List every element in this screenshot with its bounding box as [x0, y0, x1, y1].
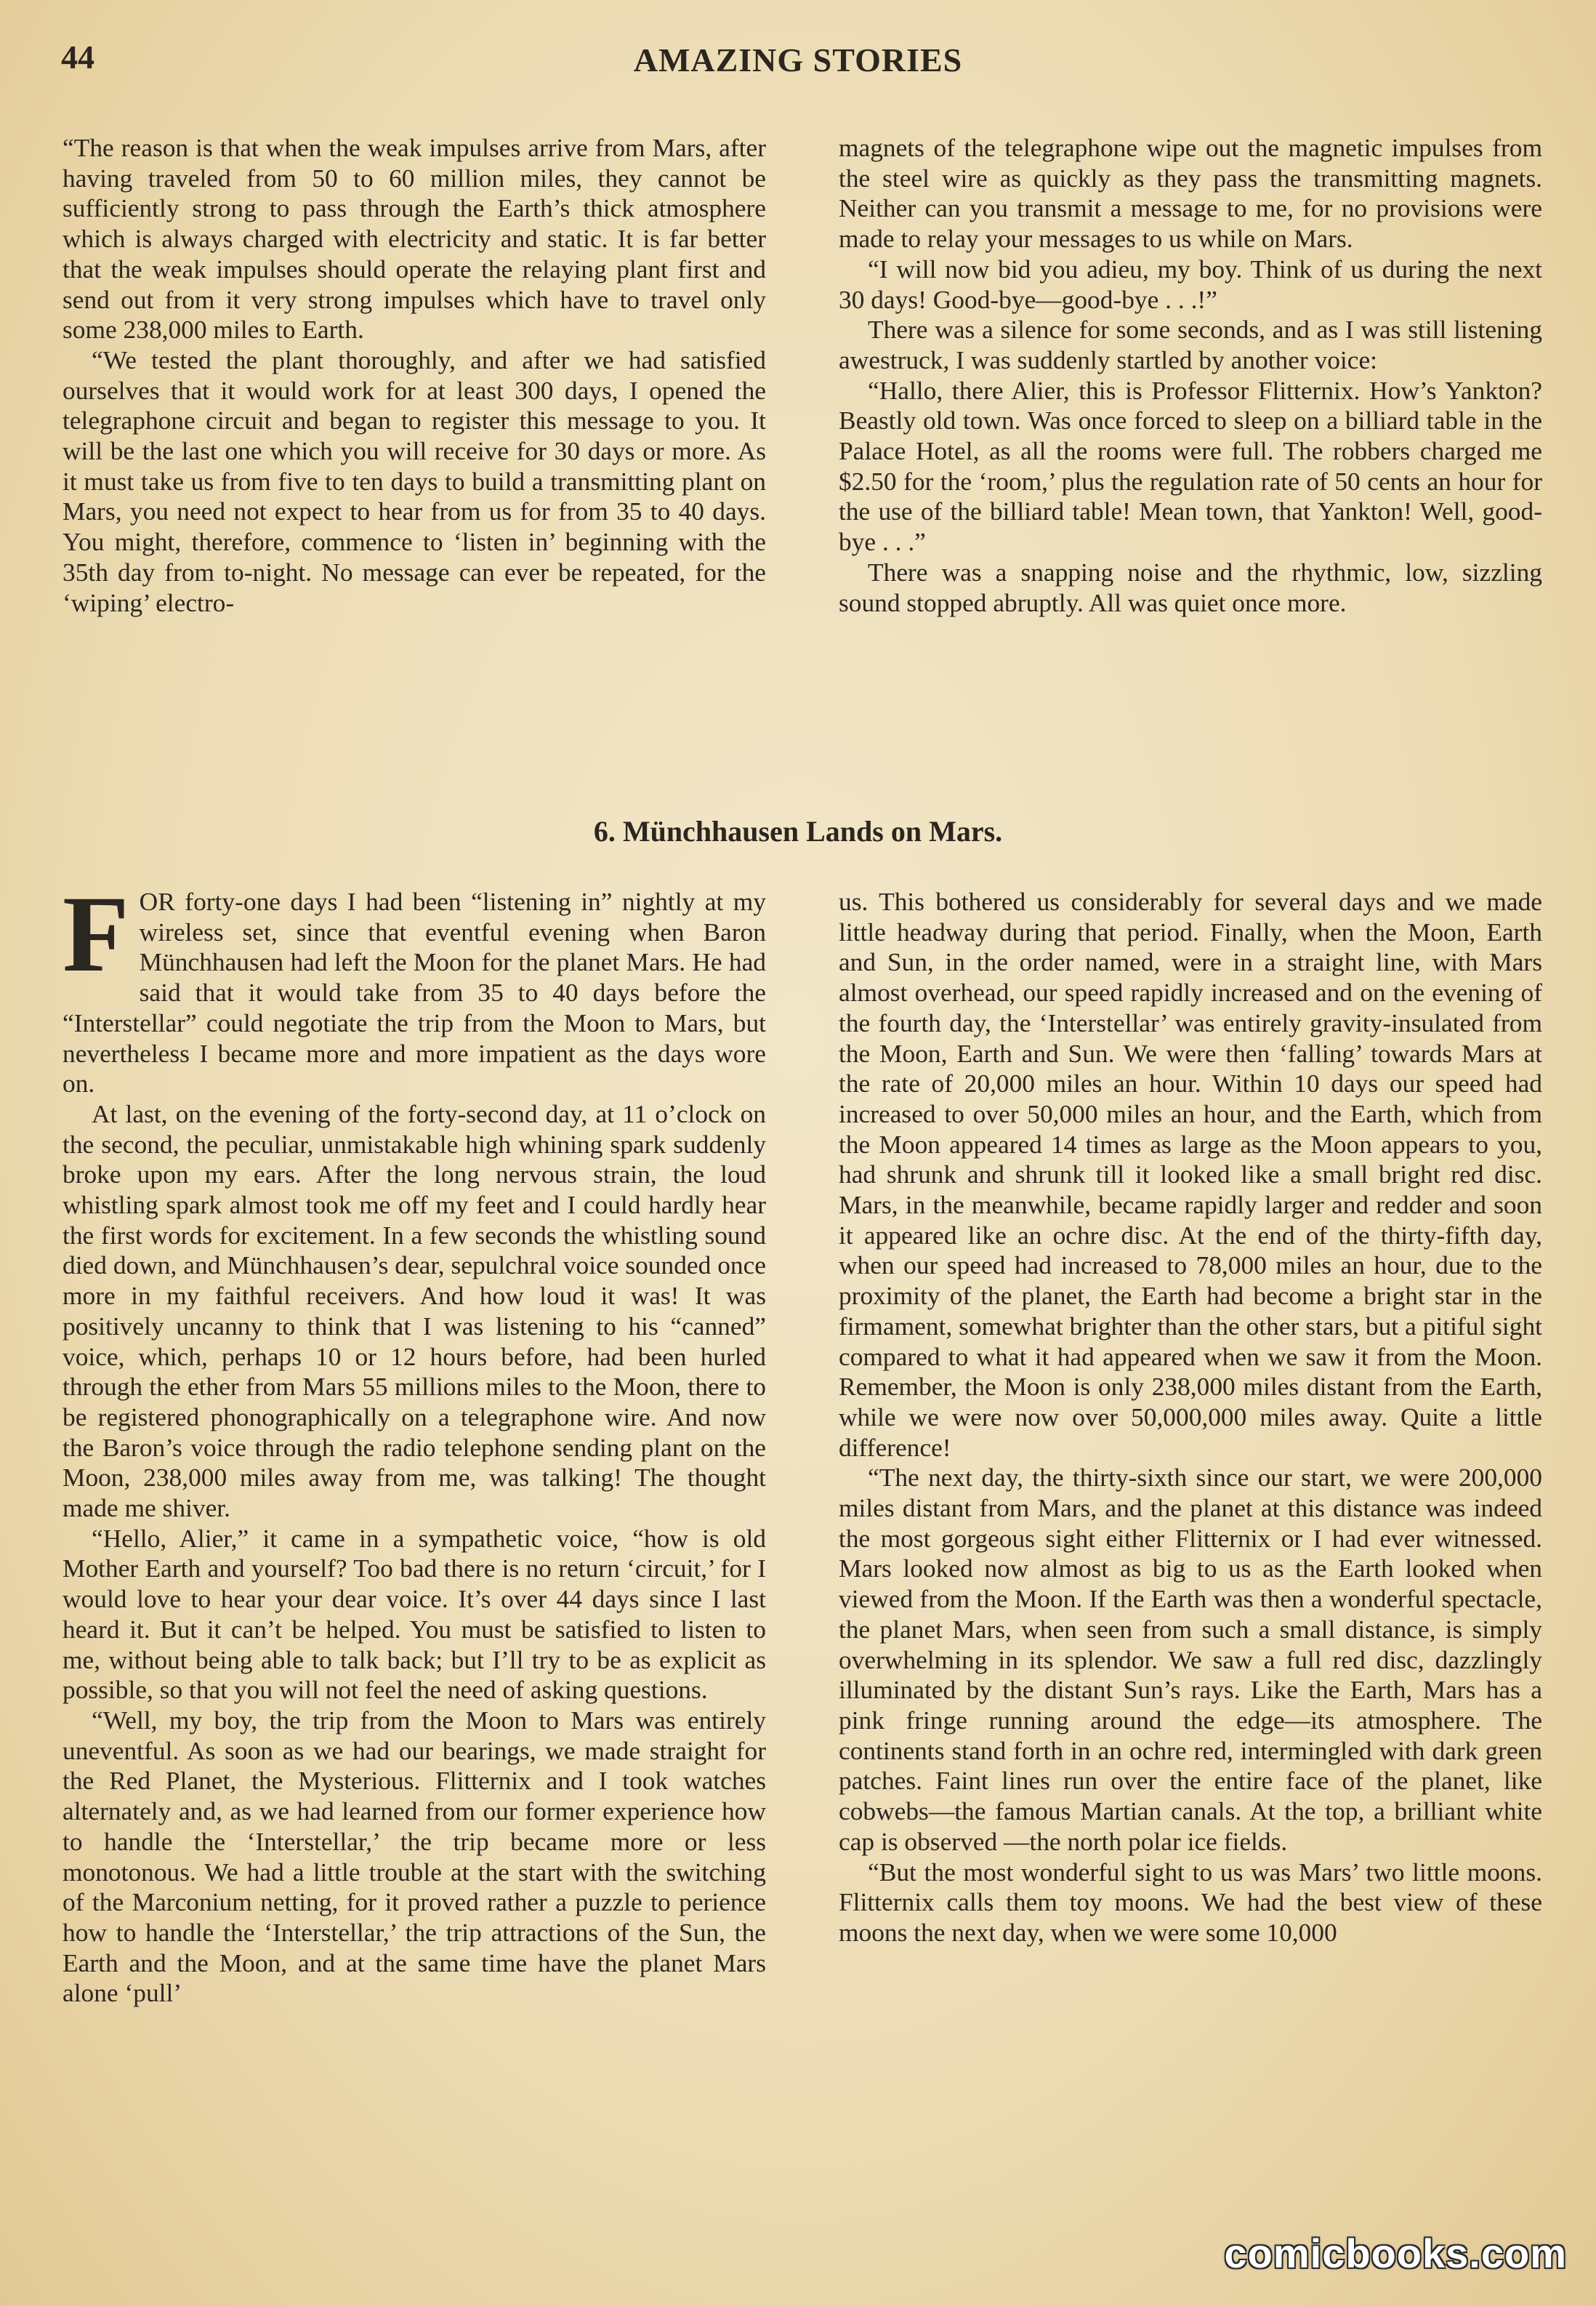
paragraph: “But the most wonderful sight to us was Mars’ two little moons. Flitternix calls them toy moons. We had the best view of these moons the next day, when we were some 10,000	[839, 1857, 1542, 1947]
paragraph: “Hallo, there Alier, this is Professor Flitternix. How’s Yankton? Beastly old town. Was once forced to sleep on a billiard table in the Palace Hotel, as all the rooms were full. The robbers charged me $2.50 for the ‘room,’ plus the regulation rate of 50 cents an hour for the use of the billiard table! Mean town, that Yankton! Well, good-bye . . .”	[839, 375, 1542, 557]
paragraph: There was a snapping noise and the rhythmic, low, sizzling sound stopped abruptly. All was quiet once more.	[839, 557, 1542, 617]
paragraph: “The reason is that when the weak impulses arrive from Mars, after having traveled from 50 to 60 million miles, they cannot be sufficiently strong to pass through the Earth’s thick atmosphere which is always charged with electricity and static. It is far better that the weak impulses should operate the relaying plant first and send out from it very strong impulses which have to travel only some 238,000 miles to Earth.	[63, 133, 766, 345]
column-bottom-right	[839, 887, 1542, 1948]
magazine-title: AMAZING STORIES	[633, 41, 963, 79]
paragraph: “Well, my boy, the trip from the Moon to Mars was entirely uneventful. As soon as we had our bearings, we made straight for the Red Planet, the Mysterious. Flitternix and I took watches alternately and, as we had learned from our former experience how to handle the ‘Interstellar,’ the trip became more or less monotonous. We had a little trouble at the start with the switching of the Marconium netting, for it proved rather a puzzle to perience how to handle the ‘Interstellar,’ the trip attractions of the Sun, the Earth and the Moon, and at the same time have the planet Mars alone ‘pull’	[63, 1705, 766, 2008]
drop-cap: F	[63, 874, 129, 995]
opening-paragraph	[63, 874, 766, 1099]
paragraph: “The next day, the thirty-sixth since our start, we were 200,000 miles distant from Mars, and the planet at this distance was indeed the most gorgeous sight either Flitternix or I had ever witnessed. Mars looked now almost as big to us as the Earth looked when viewed from the Moon. If the Earth was then a wonderful spectacle, the planet Mars, when seen from such a small distance, is simply overwhelming in its splendor. We saw a full red disc, dazzlingly illuminated by the distant Sun’s rays. Like the Earth, Mars has a pink fringe running around the edge—its atmosphere. The continents stand forth in an ochre red, intermingled with dark green patches. Faint lines run over the entire face of the planet, like cobwebs—the famous Martian canals. At the top, a brilliant white cap is observed —the north polar ice fields.	[839, 1463, 1542, 1856]
paragraph: “Hello, Alier,” it came in a sympathetic voice, “how is old Mother Earth and yourself? Too bad there is no return ‘circuit,’ for I would love to hear your dear voice. It’s over 44 days since I last heard it. But it can’t be helped. You must be satisfied to listen to me, without being able to talk back; but I’ll try to be as explicit as possible, so that you will not feel the need of asking questions.	[63, 1523, 766, 1705]
paragraph: magnets of the telegraphone wipe out the magnetic impulses from the steel wire as quickly as they pass the transmitting magnets. Neither can you transmit a message to me, for no provisions were made to relay your messages to us while on Mars.	[839, 133, 1542, 254]
paragraph: “I will now bid you adieu, my boy. Think of us during the next 30 days! Good-bye—good-bye . . .!”	[839, 254, 1542, 314]
column-bottom-left	[63, 874, 766, 2009]
column-top-right	[839, 133, 1542, 618]
column-top-left	[63, 133, 766, 618]
page-number: 44	[61, 39, 94, 76]
section-heading: 6. Münchhausen Lands on Mars.	[593, 815, 1003, 848]
paragraph: There was a silence for some seconds, and as I was still listening awestruck, I was suddenly startled by another voice:	[839, 315, 1542, 374]
paragraph: At last, on the evening of the forty-second day, at 11 o’clock on the second, the peculiar, unmistakable high whining spark suddenly broke upon my ears. After the long nervous strain, the loud whistling spark almost took me off my feet and I could hardly hear the first words for excitement. In a few seconds the whistling sound died down, and Münchhausen’s dear, sepulchral voice sounded once more in my faithful receivers. And how loud it was! It was positively uncanny to think that I was listening to his “canned” voice, which, perhaps 10 or 12 hours before, had been hurled through the ether from Mars 55 millions miles to the Moon, there to be registered phonographically on a telegraphone wire. And now the Baron’s voice through the radio telephone sending plant on the Moon, 238,000 miles away from me, was talking! The thought made me shiver.	[63, 1098, 766, 1523]
opening-text: OR forty-one days I had been “listening in” nightly at my wireless set, since that eventful evening when Baron Münchhausen had left the Moon for the planet Mars. He had said that it would take from 35 to 40 days before the “Interstellar” could negotiate the trip from the Moon to Mars, but nevertheless I became more and more impatient as the days wore on.	[63, 887, 766, 1098]
paragraph: “We tested the plant thoroughly, and after we had satisfied ourselves that it would work for at least 300 days, I opened the telegraphone circuit and began to register this message to you. It will be the last one which you will receive for 30 days or more. As it must take us from five to ten days to build a transmitting plant on Mars, you need not expect to hear from us for from 35 to 40 days. You might, therefore, commence to ‘listen in’ beginning with the 35th day from to-night. No message can ever be repeated, for the ‘wiping’ electro-	[63, 345, 766, 617]
paragraph: us. This bothered us considerably for several days and we made little headway during that period. Finally, when the Moon, Earth and Sun, in the order named, were in a straight line, with Mars almost overhead, our speed rapidly increased and on the evening of the fourth day, the ‘Interstellar’ was entirely gravity-insulated from the Moon, Earth and Sun. We were then ‘falling’ towards Mars at the rate of 20,000 miles an hour. Within 10 days our speed had increased to over 50,000 miles an hour, and the Earth, which from the Moon appeared 14 times as large as the Moon appears to you, had shrunk and shrunk till it looked like a small bright red disc. Mars, in the meanwhile, became rapidly larger and redder and soon it appeared like an ochre disc. At the end of the thirty-fifth day, when our speed had increased to 78,000 miles an hour, due to the proximity of the planet, the Earth had become a bright star in the firmament, somewhat brighter than the other stars, but a pitiful sight compared to what it had appeared when we saw it from the Moon. Remember, the Moon is only 238,000 miles distant from the Earth, while we were now over 50,000,000 miles away. Quite a little difference!	[839, 887, 1542, 1462]
watermark-logo: comicbooks.com	[1224, 2230, 1567, 2276]
